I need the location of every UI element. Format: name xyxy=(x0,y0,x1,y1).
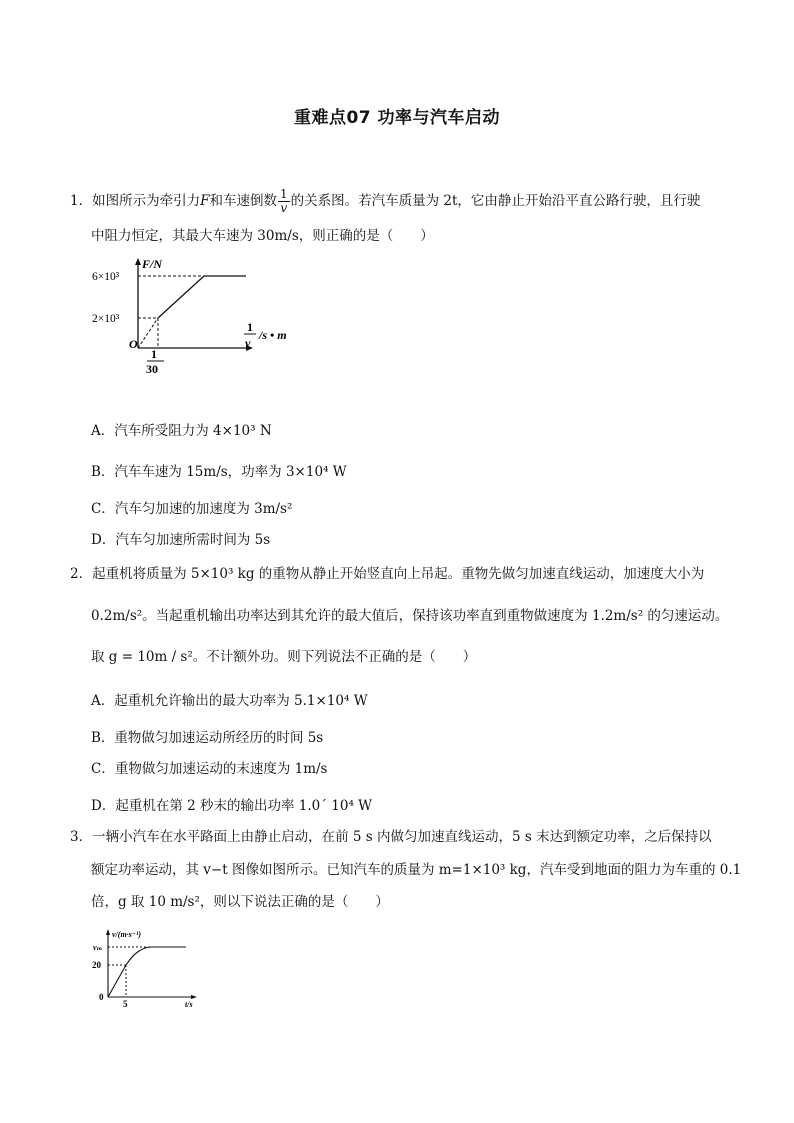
q1-option-c: C．汽车匀加速的加速度为 3m/s² xyxy=(91,501,293,517)
y-axis-arrow xyxy=(106,929,110,935)
question-3-line-1 xyxy=(70,827,712,847)
question-1-number: 1． xyxy=(70,193,93,209)
x-axis-denominator: v xyxy=(245,336,251,350)
q1-option-a: A．汽车所受阻力为 4×10³ N xyxy=(91,423,272,439)
q1-text-c: 的关系图。若汽车质量为 2t，它由静止开始沿平直公路行驶，且行驶 xyxy=(290,193,701,209)
y-axis-label: v/(m·s⁻¹) xyxy=(112,930,142,939)
question-3-number: 3． xyxy=(70,829,93,845)
q1-var-F: F xyxy=(200,193,210,209)
x-axis-unit: /s • m xyxy=(259,328,287,342)
q2-option-b: B．重物做匀加速运动所经历的时间 5s xyxy=(91,730,324,746)
q1-fraction-1-over-v xyxy=(278,188,290,215)
velocity-curve xyxy=(108,947,186,997)
q2-option-c: C．重物做匀加速运动的末速度为 1m/s xyxy=(91,761,328,777)
force-curve xyxy=(158,276,246,318)
page-title: 重难点07 功率与汽车启动 xyxy=(293,108,501,128)
q2-line-1-text: 起重机将质量为 5×10³ kg 的重物从静止开始竖直向上吊起。重物先做匀加速直线运动，加速度大小为 xyxy=(92,566,705,582)
x-axis-arrow xyxy=(191,995,197,999)
origin-label: 0 xyxy=(99,992,104,1002)
frac-numerator: 1 xyxy=(279,187,288,201)
q3-line-1-text: 一辆小汽车在水平路面上由静止启动，在前 5 s 内做匀加速直线运动，5 s 末达到额定功率，之后保持以 xyxy=(92,829,712,845)
question-2-line-3: 取 g = 10m / s²。不计额外功。则下列说法不正确的是（ ） xyxy=(91,649,477,665)
frac-denominator: v xyxy=(280,201,288,215)
y-tick-bottom: 2×10³ xyxy=(92,313,120,325)
question-3-line-3: 倍，g 取 10 m/s²，则以下说法正确的是（ ） xyxy=(91,894,389,910)
x-axis-label: t/s xyxy=(185,1000,193,1009)
x-tick-numerator: 1 xyxy=(151,347,157,361)
question-2-number: 2． xyxy=(70,566,93,582)
x-tick-5: 5 xyxy=(123,999,128,1009)
q1-text-b: 和车速倒数 xyxy=(209,193,277,209)
y-tick-top: 6×10³ xyxy=(92,271,120,283)
question-3-line-2: 额定功率运动，其 v−t 图像如图所示。已知汽车的质量为 m=1×10³ kg，汽车受到地面的阻力为车重的 0.1 xyxy=(91,862,742,878)
question-1-line-2: 中阻力恒定，其最大车速为 30m/s，则正确的是（ ） xyxy=(91,228,434,244)
x-axis-numerator: 1 xyxy=(247,320,253,334)
q1-text-a: 如图所示为牵引力 xyxy=(92,193,201,209)
y-axis-arrow xyxy=(135,258,141,265)
q1-option-b: B．汽车车速为 15m/s，功率为 3×10⁴ W xyxy=(91,464,347,480)
x-tick-denominator: 30 xyxy=(146,362,158,375)
origin-label: O xyxy=(129,337,138,351)
q2-option-d: D．起重机在第 2 秒末的输出功率 1.0´ 10⁴ W xyxy=(91,798,373,814)
q2-option-a: A．起重机允许输出的最大功率为 5.1×10⁴ W xyxy=(91,693,368,709)
question-1-line-1 xyxy=(70,188,700,215)
q1-option-d: D．汽车匀加速所需时间为 5s xyxy=(91,532,271,548)
y-tick-vm: vₘ xyxy=(93,943,103,952)
y-tick-20: 20 xyxy=(92,960,101,970)
question-2-line-1 xyxy=(70,564,704,584)
q1-force-graph xyxy=(88,255,308,375)
y-axis-label: F/N xyxy=(142,257,163,271)
q3-velocity-graph xyxy=(90,925,205,1010)
guide-origin xyxy=(138,318,158,348)
question-2-line-2: 0.2m/s²。当起重机输出功率达到其允许的最大值后，保持该功率直到重物做速度为 1.2m/s² 的匀速运动。 xyxy=(91,608,729,624)
